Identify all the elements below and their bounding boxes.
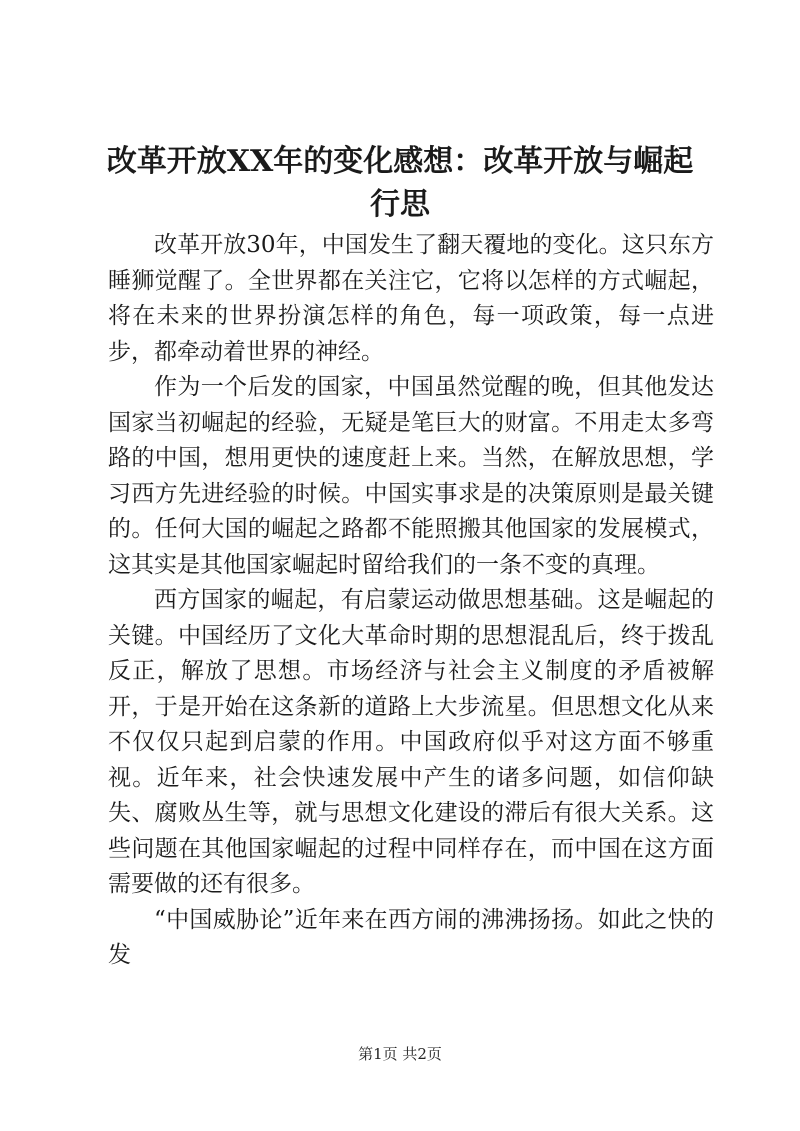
paragraph-2: 作为一个后发的国家，中国虽然觉醒的晚，但其他发达国家当初崛起的经验，无疑是笔巨大的财富。不用走太多弯路的中国，想用更快的速度赶上来。当然，在解放思想，学习西方先进经验的时候。中国实事求是的决策原则是最关键的。任何大国的崛起之路都不能照搬其他国家的发展模式，这其实是其他国家崛起时留给我们的一条不变的真理。 — [108, 374, 714, 578]
paragraph-1: 改革开放30年，中国发生了翻天覆地的变化。这只东方睡狮觉醒了。全世界都在关注它，它将以怎样的方式崛起，将在未来的世界扮演怎样的角色，每一项政策，每一点进步，都牵动着世界的神经。 — [108, 232, 714, 365]
document-title: 改革开放XX年的变化感想：改革开放与崛起行思 — [106, 144, 694, 222]
paragraph-3: 西方国家的崛起，有启蒙运动做思想基础。这是崛起的关键。中国经历了文化大革命时期的思想混乱后，终于拨乱反正，解放了思想。市场经济与社会主义制度的矛盾被解开，于是开始在这条新的道路上大步流星。但思想文化从来不仅仅只起到启蒙的作用。中国政府似乎对这方面不够重视。近年来，社会快速发展中产生的诸多问题，如信仰缺失、腐败丛生等，就与思想文化建设的滞后有很大关系。这些问题在其他国家崛起的过程中同样存在，而中国在这方面需要做的还有很多。 — [108, 587, 714, 897]
page-number-indicator: 第1页 共2页 — [358, 1045, 442, 1063]
paragraph-4: “中国威胁论”近年来在西方闹的沸沸扬扬。如此之快的发 — [108, 906, 714, 968]
page-footer — [0, 1044, 800, 1064]
document-body — [108, 228, 714, 974]
